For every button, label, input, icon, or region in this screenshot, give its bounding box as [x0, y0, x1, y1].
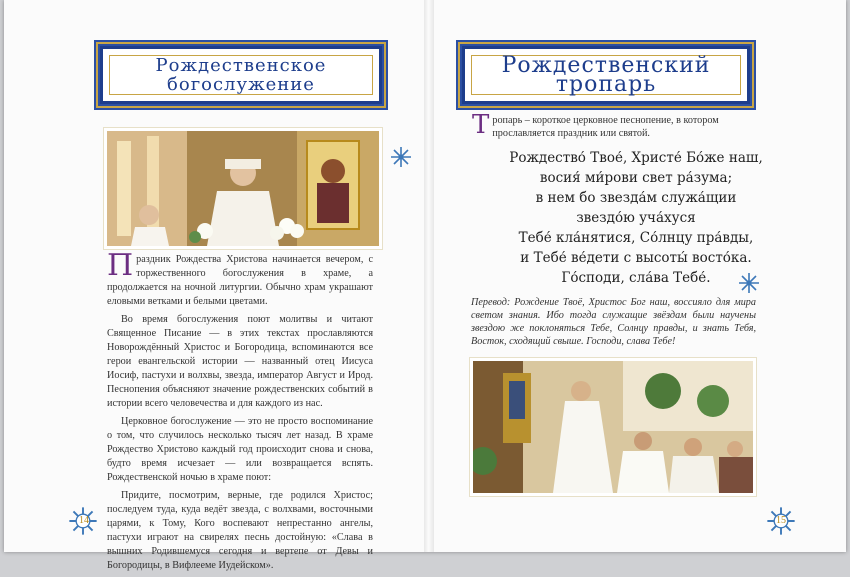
left-photo-service — [104, 128, 382, 249]
left-paragraph-1: раздник Рождества Христова начинается вечером, с торжественного богослужения в храме, а продолжается на ночной литургии. Обычно храм украшают еловыми ветками и белыми цветами. — [107, 254, 373, 307]
verse-line: Рождество́ Твое́, Христе́ Бо́же наш, — [509, 150, 763, 166]
verse-line: Го́споди, сла́ва Тебе́. — [561, 270, 711, 286]
left-page — [4, 0, 426, 571]
right-title: Рождественский тропарь — [501, 53, 711, 97]
left-body-text — [107, 248, 373, 577]
left-title-line1: Рождественское — [155, 55, 327, 76]
troparion-verse — [474, 148, 798, 288]
right-drop-letter: Т — [472, 110, 490, 140]
right-intro-text: ропарь – короткое церковное песнопение, в котором прославляется праздник или святой. — [492, 115, 719, 139]
verse-line: звездо́ю уча́хуся — [576, 210, 696, 226]
translation-text: Перевод: Рождение Твоё, Христос Бог наш, воссияло для мира светом знания. Ибо тогда служащие звёздам были научены звездою же поклоняться Тебе, Солнцу правды, и знать Тебя, Восток, сходящий свыше. Господи, слава Тебе! — [471, 297, 756, 347]
snowflake-icon — [738, 272, 760, 294]
verse-line: в нем бо звезда́м служа́щии — [535, 190, 737, 206]
left-paragraph-2: Во время богослужения поют молитвы и читают Священное Писание — в этих текстах прославляются Новорождённый Христос и Богородица, вспоминаются все герои евангельской истории — названный отец Иисуса Иосиф, пастухи и волхвы, звезда, император Август и Ирод. Песнопения объясняют значение рождественских событий в истории всего человечества и для каждого из нас. — [107, 314, 373, 409]
left-page-number: 14 — [79, 515, 89, 526]
verse-line: Тебе́ кла́нятися, Со́лнцу пра́вды, — [518, 230, 754, 246]
verse-line: восия́ ми́рови свет ра́зума; — [539, 170, 733, 186]
snowflake-icon — [390, 146, 412, 168]
left-paragraph-4: Придите, посмотрим, верные, где родился Христос; последуем туда, куда ведёт звезда, с волхвами, восточными царями, к Тому, Кого воспевают непрестанно ангелы, пастухи играют на свирелях песнь достойную: «Слава в вышних Родившемуся сегодня и вертепе от Девы и Богородицы, в Вифлееме Иудейском». — [107, 490, 373, 571]
right-title-banner — [462, 46, 750, 104]
right-page-number: 15 — [776, 515, 786, 526]
left-paragraph-3: Церковное богослужение — это не просто воспоминание о том, что случилось несколько тысяч лет назад. В храме Рождество Христово каждый год происходит снова и снова, будто время исчезает — или возвращается вспять. Рождественской ночью в храме поют: — [107, 416, 373, 483]
book-spread — [4, 0, 846, 571]
left-title-banner — [100, 46, 382, 104]
left-title-line2: богослужение — [167, 74, 315, 95]
left-drop-letter: П — [107, 248, 134, 283]
right-photo-church — [470, 358, 756, 496]
right-intro — [472, 110, 762, 140]
verse-line: и Тебе́ ве́дети с высоты́ восто́ка. — [520, 250, 752, 266]
